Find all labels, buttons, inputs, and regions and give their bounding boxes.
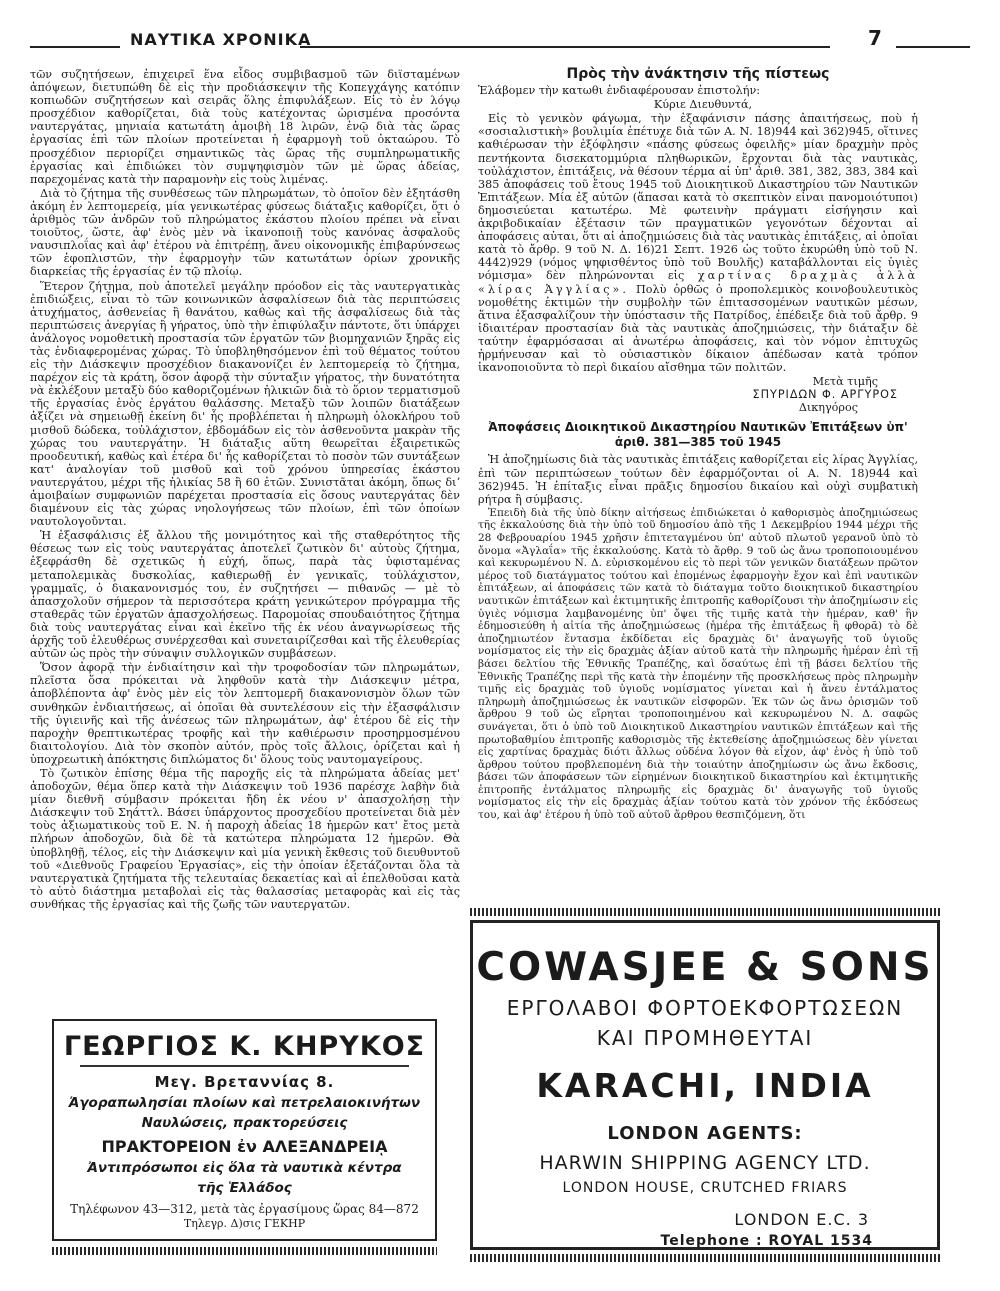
article-paragraph: τῶν συζητήσεων, ἐπιχειρεῖ ἕνα εἶδος συμβιβασμοῦ τῶν διϊσταμένων ἀπόψεων, διετυπώθη δὲ εἰς τὴν προδιάσκεψιν τῆς Κοπεγχάγης κατόπιν κοπιωδῶν συζητήσεων καὶ σειρᾶς ὅλης ἐπιφυλάξεων. Εἰς τὸ ἐν λόγῳ προσχέδιον καθορίζεται, διὰ τοὺς κατέχοντας ὡρισμένα προσόντα ναυτεργάτας, μηνιαία κατωτάτη ἀμοιβὴ 18 λιρῶν, ἐνῷ διὰ τὰς ὥρας ἐργασίας ἐπὶ τῶν πλοίων προτείνεται ἡ ἐφαρμογὴ τοῦ ὀκταώρου. Τὸ προσχέδιον περιορίζει σημαντικῶς τὰς ὥρας τῆς συμπληρωματικῆς ἐργασίας καὶ ἐπιδιώκει τὸν συμψηφισμὸν τῶν μὲ ὥρας ἀδείας, παρεχομένας κατὰ τὴν παραμονὴν εἰς τοὺς λιμένας. bbox=[30, 68, 460, 186]
letter-closing bbox=[478, 375, 918, 414]
letter-body-emphasis: χαρτίνας δραχμὰς ἀλλὰ «λίρας Ἀγγλίας». bbox=[478, 269, 918, 296]
agents-label: LONDON AGENTS: bbox=[607, 1123, 803, 1144]
ad-office: ΠΡΑΚΤΟΡΕΙΟΝ ἐν ΑΛΕΞΑΝΔΡΕΙᾼ bbox=[101, 1137, 388, 1156]
profession: Δικηγόρος bbox=[798, 401, 858, 415]
signature: ΣΠΥΡΙΔΩΝ Φ. ΑΡΓΥΡΟΣ bbox=[752, 388, 898, 402]
agency-postcode: LONDON E.C. 3 bbox=[734, 1210, 869, 1229]
ad-phone: Τηλέφωνον 43—312, μετὰ τὰς ἐργασίμους ὥρας 84—872 bbox=[70, 1202, 419, 1216]
company-subtitle: ΕΡΓΟΛΑΒΟΙ ΦΟΡΤΟΕΚΦΟΡΤΩΣΕΩΝ bbox=[506, 996, 904, 1020]
article-paragraph: Ἕτερον ζήτημα, ποὺ ἀποτελεῖ μεγάλην πρόοδον εἰς τὰς ναυτεργατικὰς ἐπιδιώξεις, εἶναι τὸ τῶν κοινωνικῶν ἀσφαλίσεων διὰ τὰς περιπτώσεις ἀτυχήματος, ἀσθενείας ἢ θανάτου, καθὼς καὶ τῆς ἀσφαλίσεως διὰ τὰς περιπτώσεις ἀνεργίας ἢ γήρατος, ὑπὸ τὴν ἐπιφύλαξιν πάντοτε, ὅτι ὑπάρχει ἀνάλογος νομοθετικὴ προστασία τῶν ἐργατῶν τῶν βιομηχανιῶν ξηρᾶς εἰς τὰς ἐνδιαφερομένας χώρας. Τὸ ὑποβληθησόμενον ἐπὶ τοῦ θέματος τούτου εἰς τὴν Διάσκεψιν προσχέδιον διακανονίζει ἐν λεπτομερείᾳ τὸ ζήτημα, παρέχον εἰς τὰ κράτη, ὅσον ἀφορᾷ τὴν σύνταξιν γήρατος, τὴν δυνατότητα νὰ ἐκλέξουν μεταξὺ δύο καθοριζομένων ἡλικιῶν διὰ τὸ ὅριον τερματισμοῦ τῆς ἐργασίας ἑνὸς ἐργάτου θαλάσσης. Μεταξὺ τῶν λοιπῶν διατάξεων ἀξίζει νὰ σημειωθῇ ἐκείνη δι' ἧς προβλέπεται ἡ πληρωμὴ ὁλοκλήρου τοῦ μισθοῦ δώδεκα, τοὐλάχιστον, ἑβδομάδων εἰς τὸν ἀσθενοῦντα μακρὰν τῆς χώρας του ναυτεργάτην. Ἡ διάταξις αὕτη θεωρεῖται ἐξαιρετικῶς προοδευτική, καθὼς καὶ ἑτέρα δι' ἧς καθορίζεται τὸ ποσὸν τῶν συντάξεων κατ' ἀναλογίαν τοῦ μισθοῦ καὶ τοῦ χρόνου ὑπηρεσίας ἑκάστου ναυτεργάτου, μέχρι τῆς ἡλικίας 58 ἢ 60 ἐτῶν. Συνιστᾶται ἀκόμη, ὅπως διʼ ἀμοιβαίων συμφωνιῶν παρέχεται προστασία εἰς ὅσους ναυτεργάτας δὲν διαμένουν εἰς τὰς χώρας νηολογήσεως τῶν πλοίων, ἐπὶ τῶν ὁποίων ναυτολογοῦνται. bbox=[30, 279, 460, 529]
company-name: COWASJEE & SONS bbox=[476, 945, 934, 990]
page-header bbox=[30, 26, 970, 60]
header-rule-middle bbox=[300, 46, 830, 48]
agency-telephone: Telephone : ROYAL 1534 bbox=[660, 1233, 873, 1249]
letter-salutation: Κύριε Διευθυντά, bbox=[653, 98, 753, 112]
header-rule-right bbox=[896, 46, 970, 48]
decision-summary: Ἡ ἀποζημίωσις διὰ τὰς ναυτικὰς ἐπιτάξεις καθορίζεται εἰς λίρας Ἀγγλίας, ἐπὶ τῶν περιπτώσεων τούτων δὲν ἐφαρμόζονται οἱ Α. Ν. 18)944 καὶ 362)945. Ἡ ἐπίταξις εἶναι πρᾶξις δημοσίου δικαίου καὶ οὐχὶ συμβατικὴ ρήτρα ἢ σύμβασις. bbox=[478, 453, 918, 506]
ad-services: Ἀγοραπωλησίαι πλοίων καὶ πετρελαιοκινήτων bbox=[68, 1095, 421, 1111]
ad-services-2: Ναυλώσεις, πρακτορεύσεις bbox=[141, 1115, 348, 1131]
article-paragraph: Ἡ ἐξασφάλισις ἐξ ἄλλου τῆς μονιμότητος καὶ τῆς σταθερότητος τῆς θέσεως των εἰς τοὺς ναυτεργάτας ἀποτελεῖ ζωτικὸν δι' αὐτοὺς ζήτημα, ἐξεφράσθη δὲ σχετικῶς ἡ εὐχή, ὅπως, παρὰ τὰς ὑφισταμένας μεταπολεμικὰς δυσκολίας, καθιερωθῇ ἐν γενικαῖς, τοὐλάχιστον, γραμμαῖς, ὁ διακανονισμός του, ἐν συζητήσει — πιθανῶς — μὲ τὸ ἀπασχολοῦν σήμερον τὰ περισσότερα κράτη γενικώτερον πρόγραμμα τῆς σταθερᾶς τῶν ἐργατῶν ἀπασχολήσεως. Παρομοίας σπουδαιότητος ζήτημα διὰ τοὺς ναυτεργάτας εἶναι καὶ ἐκεῖνο τῆς ἐκ νέου ἀναγνωρίσεως τῆς ἀρχῆς τοῦ ἐλευθέρως συνέρχεσθαι καὶ συνεταιρίζεσθαι καὶ τῆς ἐλευθερίας αὐτῶν ὡς πρὸς τὴν σύναψιν συλλογικῶν συμβάσεων. bbox=[30, 529, 460, 661]
header-rule-left bbox=[30, 46, 120, 48]
advertiser-address: Μεγ. Βρεταννίας 8. bbox=[154, 1073, 335, 1091]
company-city: KARACHI, INDIA bbox=[536, 1066, 874, 1105]
ad-telegraph: Τηλεγρ. Δ)σις ΓΕΚΗΡ bbox=[183, 1217, 306, 1230]
agency-name: HARWIN SHIPPING AGENCY LTD. bbox=[539, 1152, 871, 1174]
ad-representatives-2: τῆς Ἑλλάδος bbox=[197, 1180, 292, 1196]
letter-body bbox=[478, 112, 918, 374]
right-column-article bbox=[478, 68, 918, 823]
closing-phrase: Μετὰ τιμῆς bbox=[812, 375, 878, 389]
advertiser-name: ΓΕΩΡΓΙΟΣ Κ. ΚΗΡΥΚΟΣ bbox=[63, 1031, 426, 1062]
hatched-border-right-bottom bbox=[470, 1254, 940, 1262]
decision-body: Ἐπειδὴ διὰ τῆς ὑπὸ δίκην αἰτήσεως ἐπιδιώκεται ὁ καθορισμὸς ἀποζημιώσεως τῆς ἐκκαλούσης διὰ τὴν ὑπὸ τοῦ δημοσίου ἀπὸ τῆς 1 Δεκεμβρίου 1944 μέχρι τῆς 28 Φεβρουαρίου 1945 χρῆσιν ἐπιτεταγμένου ὑπ' αὐτοῦ πλωτοῦ γερανοῦ ὑπὸ τὸ ὄνομα «Ἀγλαΐα» τῆς ἐκκαλούσης. Κατὰ τὸ ἄρθρ. 9 τοῦ ὡς ἄνω τροποποιουμένου καὶ κεκυρωμένου Ν. Δ. εὑρισκομένου εἰς τὸ περὶ τῶν γενικῶν διατάξεων πρῶτον μέρος τοῦ διατάγματος τούτου καὶ ἑπομένως ἐφαρμογὴν ἔχον καὶ ἐπὶ ναυτικῶν ἐπιτάξεων, αἱ ἀποφάσεις τῶν κατὰ τὸ διάταγμα τοῦτο διοικητικοῦ δικαστηρίου ναυτικῶν ἐπιτάξεων καὶ ἐκτιμητικῆς ἐπιτροπῆς καθορίζουσι τὴν ἀποζημίωσιν εἰς ὑγιὲς νόμισμα λαμβανομένης ὑπ' ὄψει τῆς τιμῆς κατὰ τὴν ἡμέραν, καθ' ἣν ἐδημοσιεύθη ἡ αἰτία τῆς ἀποζημιώσεως (ἡμέρα τῆς ἐπιτάξεως ἢ φθορᾶ) τὸ δὲ ἀποζημιωτέον ἔντασμα ἐκδίδεται εἰς δραχμὰς δι' ἀναγωγῆς τοῦ ὑγιοῦς νομίσματος εἰς τὴν εἰς δραχμὰς ἀξίαν αὐτοῦ κατὰ τὴν πληρωμῆς ἡμέραν ἐπὶ τῇ βάσει δελτίου τῆς Ἐθνικῆς Τραπέζης, καὶ ὅσαύτως ἐπὶ τῇ βάσει δελτίου τῆς Ἐθνικῆς Τραπέζης περὶ τῆς κατὰ τὴν ἑπομένην τῆς προσκλήσεως πρὸς πληρωμὴν τιμῆς εἰς δραχμὰς τοῦ ὑγιοῦς νομίσματος γίνεται καὶ ἡ ἄνευ ἐντάλματος πληρωμὴ ἀποζημιώσεως ἐκ ναυτικῶν εἰσφορῶν. Ἐκ τῶν ὡς ἄνω ὁρισμῶν τοῦ ἄρθρου 9 τοῦ ὡς εἴρηται τροποποιημένου καὶ κεκυρωμένου Ν. Δ. σαφῶς συνάγεται, ὅτι ὁ ὑπὸ τοῦ Διοικητικοῦ Δικαστηρίου ναυτικῶν ἐπιτάξεων καὶ τῆς πρωτοβαθμίου ἐπιτροπῆς καθορισμὸς τῆς ἐκτεθείσης ἀποζημιώσεως δὲν γίνεται εἰς χαρτίνας δραχμὰς διότι ἄλλως οὐδένα λόγον θὰ εἶχον, ἀφ' ἑνὸς ἡ ὑπὸ τοῦ ἄρθρου τούτου προβλεπομένη διὰ τὴν τοιαύτην ἀποζημίωσιν ὡς ἄνω ἔκδοσις, βάσει τῶν ἀποφάσεων τῶν εἰρημένων διοικητικοῦ δικαστηρίου καὶ ἐκτιμητικῆς ἐπιτροπῆς ἐντάλματος πληρωμῆς εἰς δραχμὰς δι' ἀναγωγῆς τοῦ ὑγιοῦς νομίσματος εἰς τὴν εἰς δραχμὰς ἀξίαν τούτου κατὰ τὸν χρόνον τῆς ἐκδόσεως του, καὶ ἀφ' ἑτέρου ἡ ὑπὸ τοῦ αὐτοῦ ἄρθρου θεσπιζόμενη, ὅτι bbox=[478, 506, 918, 822]
hatched-border-left bbox=[52, 1247, 437, 1255]
ad-representatives: Ἀντιπρόσωποι εἰς ὅλα τὰ ναυτικὰ κέντρα bbox=[87, 1160, 402, 1176]
letter-body-part: Πολὺ ὀρθῶς ὁ προπολεμικὸς κοινοβουλευτικὸς νομοθέτης ἐκτιμῶν τὴν συμβολὴν τῶν ἐπιτασσομένων ναυτικῶν μέσων, ἅτινα ἐξασφαλίζουν τὴν ὑπόστασιν τῆς Πατρίδος, ἐπέδειξε διὰ τοῦ ἄρθρ. 9 ἰδιαιτέραν προστασίαν διὰ τὰς ναυτικὰς ἀποζημιώσεις, τὴν διάταξιν δὲ ταύτην ἐφαρμόσασαι αἱ ἀνωτέρω ἀποφάσεις, καὶ τὸν νόμον ἐπιτυχῶς ἡρμήνευσαν καὶ τὸ οὐσιαστικὸν δίκαιον ἀπέδωσαν κατὰ τρόπον ἱκανοποιοῦντα τὸ περὶ δικαίου αἴσθημα τῶν πολιτῶν. bbox=[478, 282, 918, 375]
agency-address: LONDON HOUSE, CRUTCHED FRIARS bbox=[562, 1180, 848, 1196]
page-number: 7 bbox=[868, 26, 882, 50]
letter-title: Πρὸς τὴν ἀνάκτησιν τῆς πίστεως bbox=[566, 66, 830, 82]
left-column-article bbox=[30, 68, 460, 912]
advertisement-kirykos bbox=[52, 1019, 437, 1241]
company-subtitle-2: ΚΑΙ ΠΡΟΜΗΘΕΥΤΑΙ bbox=[596, 1026, 814, 1050]
letter-body-part: Εἰς τὸ γενικὸν φάγωμα, τὴν ἐξαφάνισιν πάσης ἀπαιτήσεως, ποὺ ἡ «σοσιαλιστικὴ» βουλιμία ἐπέτυχε διὰ τῶν Α. Ν. 18)944 καὶ 362)945, οἵτινες καθιέρωσαν τὴν ἐξόφλησιν «πάσης φύσεως ὀφειλῆς» μίαν δραχμὴν πρὸς πεντήκοντα δισεκατομμύρια πληθωρικῶν, ἔρχονται διὰ τὰς ναυτικὰς, τοὐλάχιστον, ἐπιτάξεις, νὰ θέσουν τέρμα αἱ ὑπ' ἀριθ. 381, 382, 383, 384 καὶ 385 ἀποφάσεις τοῦ ἔτους 1945 τοῦ Διοικητικοῦ Δικαστηρίου τῶν Ναυτικῶν Ἐπιτάξεων. Μία ἐξ αὐτῶν (ἅπασαι κατὰ τὸ σκεπτικὸν εἶναι πανομοιότυποι) δημοσιεύεται κατωτέρω. Μὲ φωτεινὴν πράγματι εἰσήγησιν καὶ ἀκριβοδικαίαν ἐξέτασιν τῶν πραγματικῶν γεγονότων δέχονται αἱ ἀποφάσεις αὐται, ὅτι αἱ ἀποζημιώσεις διὰ τὰς ναυτικὰς ἐπιτάξεις, αἱ ὁποῖαι κατὰ τὸ ἄρθρ. 9 τοῦ Ν. Δ. 16)21 Σεπτ. 1926 ὡς τοῦτο ἐκυρώθη ὑπὸ τοῦ Ν. 4442)929 (νόμος ψηφισθέντος ὑπὸ τοῦ Βουλῆς) καταβάλλονται εἰς ὑγιὲς νόμισμα» δὲν πληρώνονται εἰς bbox=[478, 112, 918, 283]
article-paragraph: Τὸ ζωτικὸν ἐπίσης θέμα τῆς παροχῆς εἰς τὰ πληρώματα ἀδείας μετ' ἀποδοχῶν, θέμα ὅπερ κατὰ τὴν Διάσκεψιν τοῦ 1936 παρέσχε λαβὴν διὰ μίαν διεθνῆ σύμβασιν πρόκειται ἤδη ἐκ νέου ν' ἀπασχολήσῃ τὴν Διάσκεψιν τοῦ Σηάττλ. Βάσει ὑπάρχοντος προσχεδίου προτείνεται διὰ μὲν τοὺς ἀξιωματικοὺς τοῦ Ε. Ν. ἡ παροχὴ ἀδείας 18 ἡμερῶν κατ' ἔτος μετὰ πλήρων ἀποδοχῶν, διὰ δὲ τὰ κατώτερα πληρώματα 12 ἡμερῶν. Θὰ ὑποβληθῇ, τέλος, εἰς τὴν Διάσκεψιν καὶ μία γενικὴ ἔκθεσις τοῦ διευθυντοῦ τοῦ «Διεθνοῦς Γραφείου Ἐργασίας», εἰς τὴν ὁποίαν ἐξετάζονται ὅλα τὰ ναυτεργατικὰ ζητήματα τῆς τελευταίας δεκαετίας καὶ αἱ ἐπελθοῦσαι κατὰ τὸ αὐτὸ διάστημα μεταβολαὶ εἰς τὰς θαλασσίας μεταφορὰς καὶ εἰς τὰς συνθήκας τῆς ἐργασίας καὶ τῆς ζωῆς τῶν ναυτεργατῶν. bbox=[30, 766, 460, 911]
hatched-border-right-top bbox=[470, 908, 940, 916]
letter-intro: Ἐλάβομεν τὴν κατωθι ἐνδιαφέρουσαν ἐπιστολήν: bbox=[478, 84, 761, 98]
decision-title: Ἀποφάσεις Διοικητικοῦ Δικαστηρίου Ναυτικῶν Ἐπιτάξεων ὑπ' ἀριθ. 381—385 τοῦ 1945 bbox=[488, 420, 908, 450]
article-paragraph: Διὰ τὸ ζήτημα τῆς συνθέσεως τῶν πληρωμάτων, τὸ ὁποῖον δὲν ἐξητάσθη ἀκόμη ἐν λεπτομερείᾳ, μία γενικωτέρας φύσεως διάταξις καθορίζει, ὅτι ὁ ἀριθμὸς τῶν ἀνδρῶν τοῦ πληρώματος ἑκάστου πλοίου πρέπει νὰ εἶναι τοιοῦτος, ὥστε, ἀφ' ἑνὸς μὲν νὰ ἱκανοποιῇ τοὺς κανόνας ἀσφαλοῦς ναυσιπλοΐας καὶ ἀφ' ἑτέρου νὰ ἐπιτρέπῃ, ἄνευ οἰκονομικῆς ἐπιβαρύνσεως τῶν ἐφοπλιστῶν, τὴν ἐφαρμογὴν τῶν κατωτάτων ὁρίων χρονικῆς διαρκείας τῆς ἐργασίας ἐν τῷ πλοίῳ. bbox=[30, 186, 460, 279]
ad-divider bbox=[80, 1065, 409, 1067]
journal-title: ΝΑΥΤΙΚΑ ΧΡΟΝΙΚΑ bbox=[130, 30, 312, 49]
advertisement-cowasjee bbox=[470, 920, 940, 1250]
article-paragraph: Ὅσον ἀφορᾷ τὴν ἐνδιαίτησιν καὶ τὴν τροφοδοσίαν τῶν πληρωμάτων, πλεῖστα ὅσα πρόκειται νὰ ληφθοῦν κατὰ τὴν Διάσκεψιν μέτρα, ἀποβλέποντα ἀφ' ἑνὸς μὲν εἰς τὸν λεπτομερῆ διακανονισμὸν ὅλων τῶν συνθηκῶν ἐνδιαιτήσεως, αἱ ὁποῖαι θὰ συντελέσουν εἰς τὴν ἐξασφάλισιν τῆς ὑγιεινῆς καὶ τῆς ἀνέσεως τῶν πληρωμάτων, ἀφ' ἑτέρου δὲ εἰς τὴν παροχὴν θρεπτικωτέρας τροφῆς καὶ τὴν καθιέρωσιν προσηρμοσμένου διαιτολογίου. Διὰ τὸν σκοπὸν αὐτόν, πρὸς τοῖς ἄλλοις, ὀρίζεται καὶ ἡ ὑποχρεωτικὴ ἀπόκτησις διπλώματος δι' ὅλους τοὺς ναυτομαγείρους. bbox=[30, 661, 460, 766]
